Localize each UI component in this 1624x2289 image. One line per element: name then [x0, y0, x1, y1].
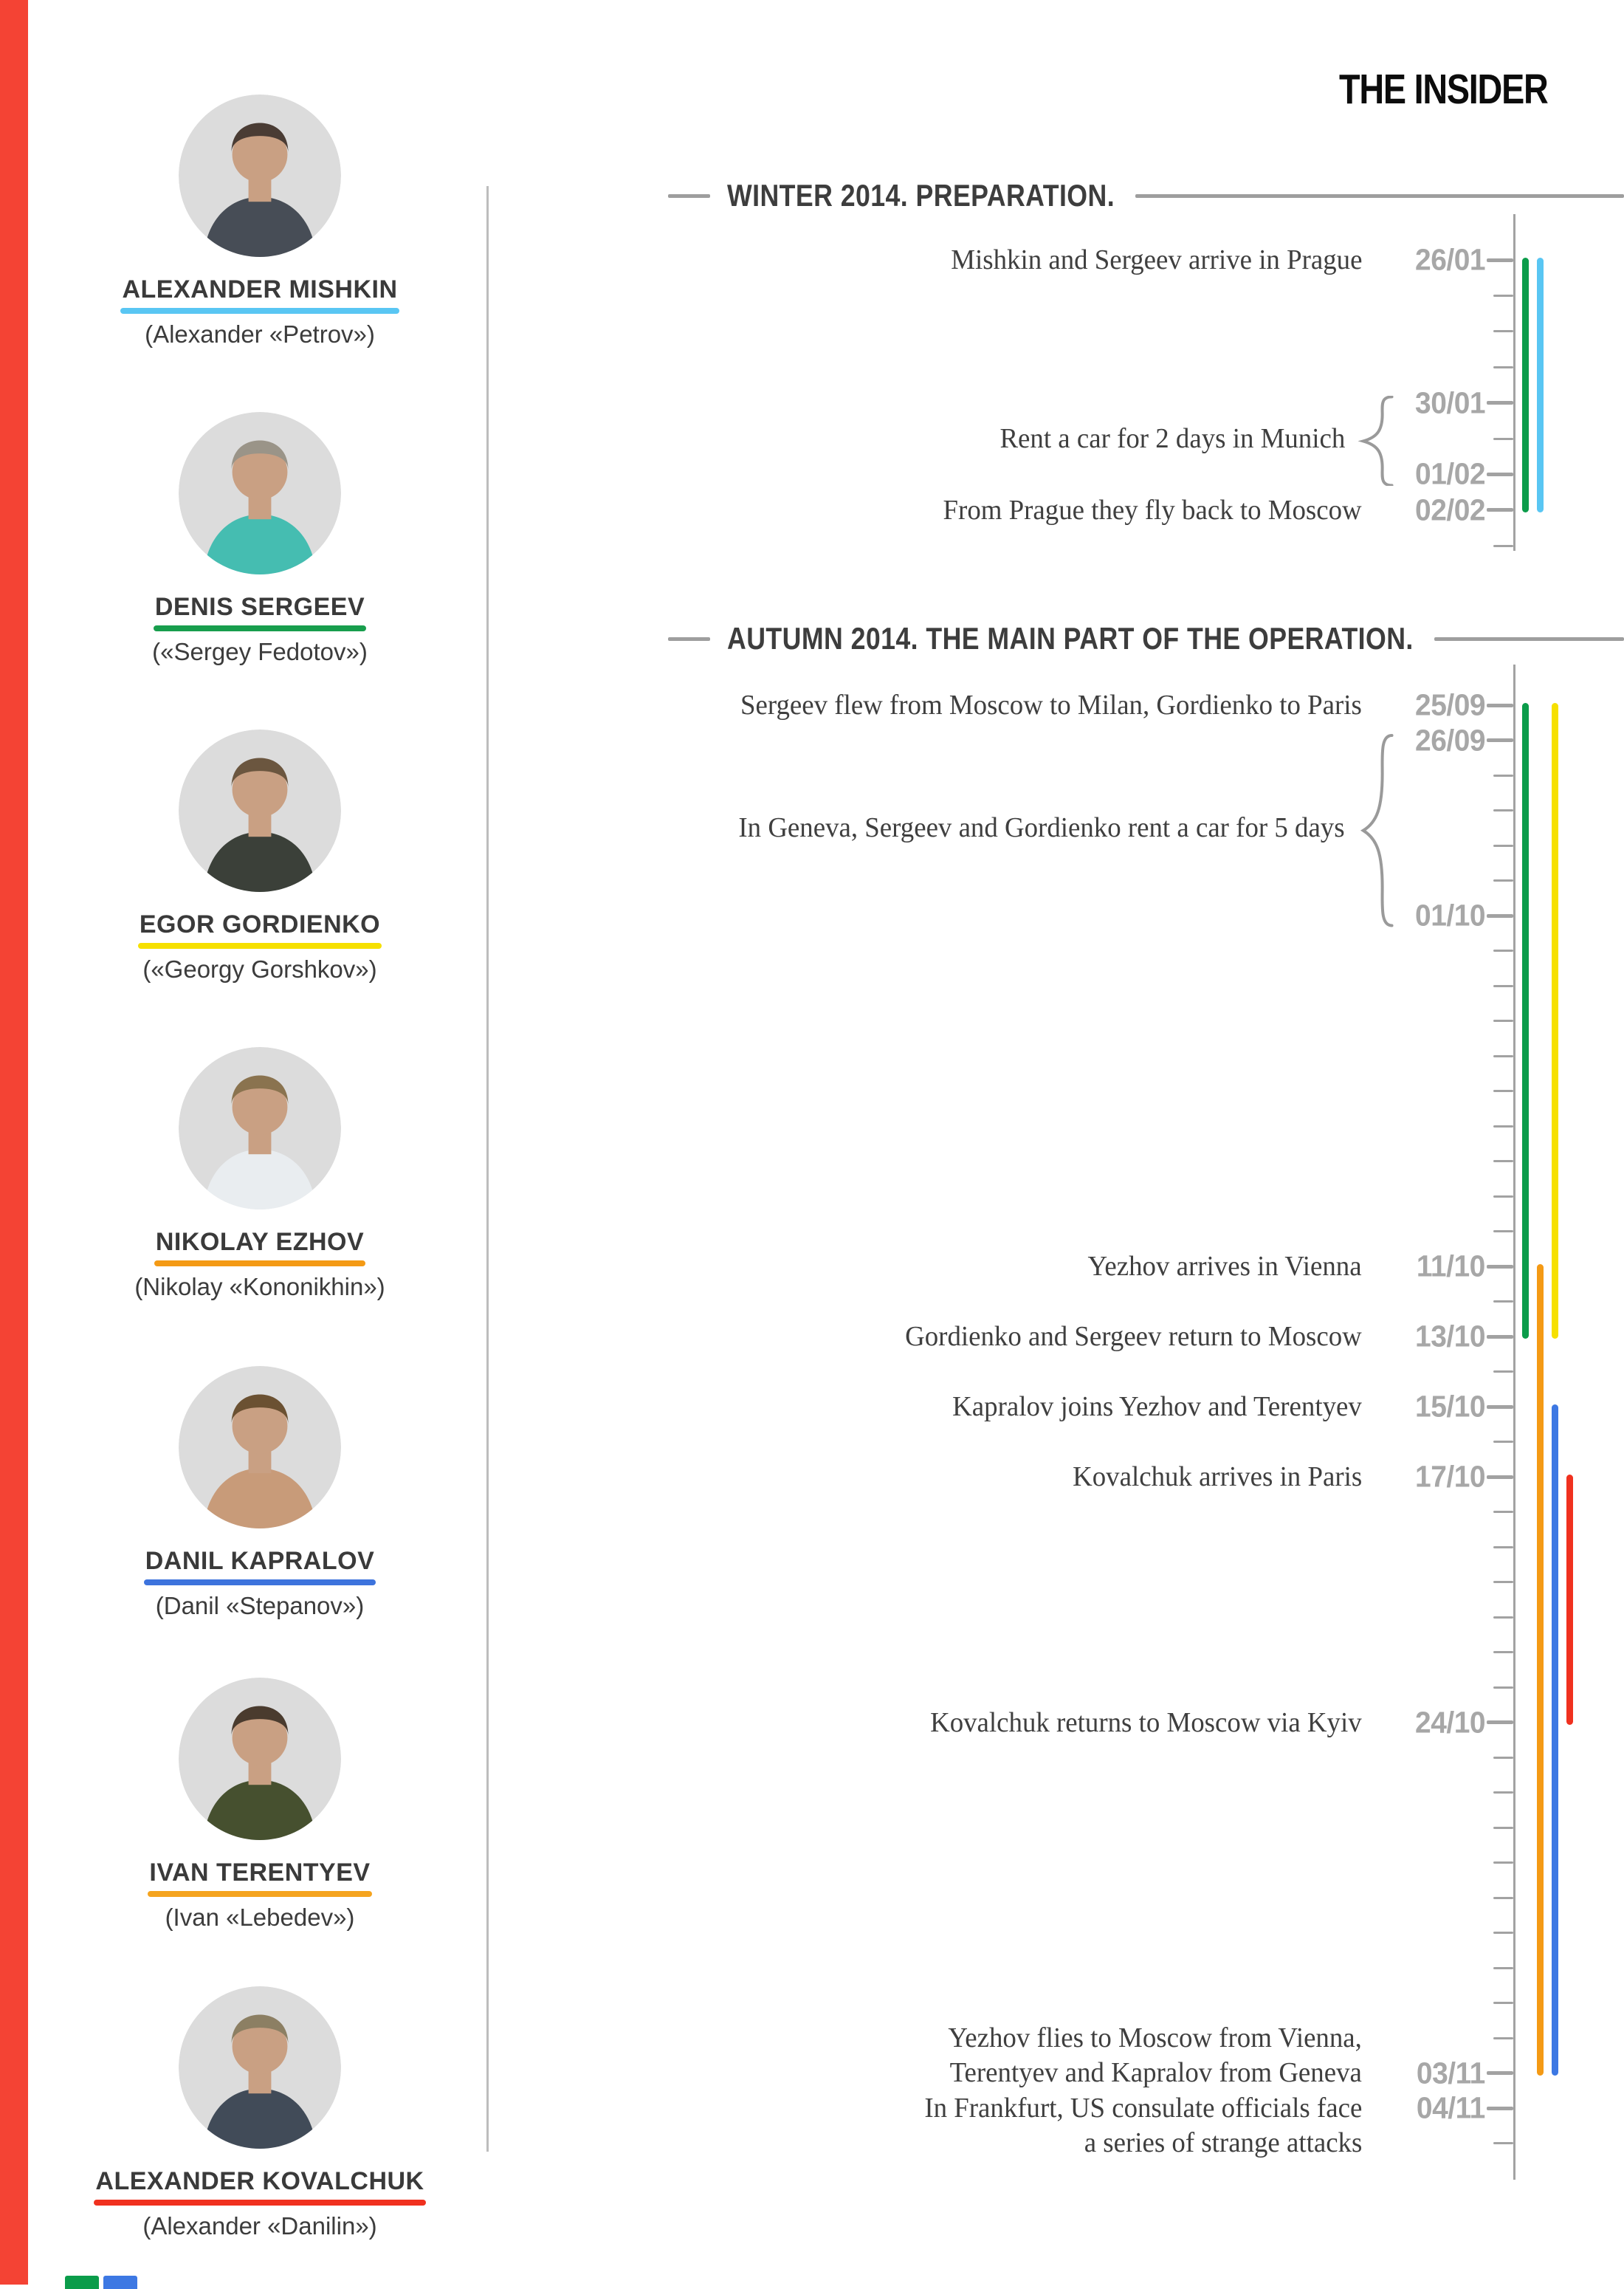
date-tick-major: [1487, 473, 1513, 476]
timeline-event: Kapralov joins Yezhov and Terentyev: [952, 1391, 1362, 1422]
date-tick-minor: [1493, 1300, 1513, 1303]
date-tick-minor: [1493, 1230, 1513, 1232]
person-name: DENIS SERGEEV: [154, 593, 365, 621]
timeline-event-multiline: [924, 2091, 1362, 2161]
date-tick-minor: [1493, 1757, 1513, 1759]
person-card: [68, 95, 452, 349]
person-color-underline: [120, 308, 399, 314]
portrait-photo: [179, 412, 341, 578]
date-tick-minor: [1493, 2037, 1513, 2039]
person-card: [68, 1366, 452, 1620]
date-tick-major: [1487, 738, 1513, 742]
date-tick-minor: [1493, 438, 1513, 440]
timeline-event: Yezhov arrives in Vienna: [1087, 1251, 1362, 1282]
date-tick-minor: [1493, 1827, 1513, 1829]
section-header-line: [1434, 637, 1624, 641]
date-tick-minor: [1493, 809, 1513, 811]
person-card: [68, 1047, 452, 1301]
person-card: [68, 412, 452, 666]
person-color-underline: [138, 943, 382, 949]
timeline-event: Kovalchuk arrives in Paris: [1072, 1461, 1362, 1492]
date-label: 13/10: [1414, 1319, 1485, 1353]
date-tick-major: [1487, 1405, 1513, 1409]
date-tick-minor: [1493, 775, 1513, 777]
date-tick-major: [1487, 2071, 1513, 2075]
timeline-bar-cyan: [1537, 258, 1544, 512]
date-tick-major: [1487, 401, 1513, 405]
person-name-block: [144, 1547, 376, 1585]
timeline-bar-green: [1522, 703, 1529, 1339]
date-tick-major: [1487, 1265, 1513, 1269]
date-tick-minor: [1493, 1441, 1513, 1443]
portrait-photo: [179, 1986, 341, 2152]
date-label: 02/02: [1414, 493, 1485, 527]
date-tick-minor: [1493, 1861, 1513, 1864]
date-label: 25/09: [1414, 687, 1485, 722]
left-accent-bar: [0, 0, 28, 2285]
date-tick-major: [1487, 1335, 1513, 1339]
person-alias: («Sergey Fedotov»): [152, 638, 368, 665]
person-alias: (Alexander «Petrov»): [145, 320, 375, 348]
date-tick-minor: [1493, 1370, 1513, 1373]
person-name: DANIL KAPRALOV: [145, 1547, 375, 1575]
date-tick-minor: [1493, 1581, 1513, 1583]
footer-strip-segment: [103, 2276, 137, 2289]
person-alias: (Danil «Stepanov»): [155, 1592, 365, 1619]
person-card: [68, 1986, 452, 2240]
section-title: AUTUMN 2014. THE MAIN PART OF THE OPERATION.: [727, 621, 1414, 656]
date-tick-minor: [1493, 1090, 1513, 1092]
date-label: 26/09: [1414, 723, 1485, 757]
date-tick-minor: [1493, 1686, 1513, 1689]
event-line: Terentyev and Kapralov from Geneva: [949, 2057, 1362, 2088]
date-tick-minor: [1493, 845, 1513, 847]
date-tick-major: [1487, 508, 1513, 512]
person-name-block: [94, 2167, 425, 2206]
date-label: 30/01: [1414, 385, 1485, 420]
portrait-photo: [179, 95, 341, 261]
event-brace: [1355, 396, 1397, 487]
person-card: [68, 1678, 452, 1932]
person-name-block: [138, 910, 382, 949]
date-tick-minor: [1493, 950, 1513, 952]
person-name-block: [148, 1859, 371, 1897]
date-tick-minor: [1493, 1967, 1513, 1969]
timeline-event-multiline: [948, 2021, 1362, 2090]
timeline-bar-orange: [1537, 1264, 1544, 2076]
date-tick-major: [1487, 914, 1513, 918]
person-color-underline: [148, 1891, 371, 1897]
section-header-dash: [668, 194, 710, 198]
date-tick-minor: [1493, 1055, 1513, 1057]
person-alias: (Ivan «Lebedev»): [165, 1904, 355, 1931]
section-title: WINTER 2014. PREPARATION.: [727, 178, 1115, 213]
person-color-underline: [94, 2200, 425, 2206]
date-tick-minor: [1493, 295, 1513, 297]
timeline-event: Kovalchuk returns to Moscow via Kyiv: [930, 1706, 1362, 1738]
person-name: EGOR GORDIENKO: [139, 910, 381, 938]
date-tick-minor: [1493, 366, 1513, 368]
date-tick-minor: [1493, 330, 1513, 332]
timeline-bar-green: [1522, 258, 1529, 512]
event-line: a series of strange attacks: [1084, 2127, 1362, 2158]
person-alias: («Georgy Gorshkov»): [142, 955, 377, 983]
person-color-underline: [154, 1260, 365, 1266]
timeline-event: Mishkin and Sergeev arrive in Prague: [950, 244, 1362, 275]
event-line: Yezhov flies to Moscow from Vienna,: [948, 2022, 1362, 2053]
date-label: 04/11: [1417, 2090, 1485, 2125]
date-tick-minor: [1493, 1616, 1513, 1619]
date-tick-major: [1487, 258, 1513, 262]
date-tick-minor: [1493, 1791, 1513, 1794]
timeline-axis: [1513, 665, 1515, 2180]
person-alias: (Nikolay «Kononikhin»): [134, 1273, 385, 1300]
portrait-photo: [179, 1678, 341, 1844]
timeline-event: From Prague they fly back to Moscow: [943, 494, 1362, 526]
timeline-event: Gordienko and Sergeev return to Moscow: [905, 1321, 1362, 1352]
date-tick-minor: [1493, 2142, 1513, 2144]
timeline-axis: [1513, 214, 1515, 551]
date-label: 15/10: [1414, 1389, 1485, 1424]
person-card: [68, 730, 452, 984]
date-tick-minor: [1493, 1020, 1513, 1022]
person-name-block: [154, 593, 366, 631]
person-name: ALEXANDER KOVALCHUK: [95, 2167, 424, 2195]
timeline-bar-yellow: [1552, 703, 1558, 1339]
section-header-line: [1135, 194, 1624, 198]
timeline-event: Rent a car for 2 days in Munich: [999, 423, 1345, 454]
date-tick-minor: [1493, 1125, 1513, 1128]
date-label: 26/01: [1414, 242, 1485, 277]
date-tick-major: [1487, 704, 1513, 707]
date-tick-minor: [1493, 1546, 1513, 1548]
date-tick-major: [1487, 1475, 1513, 1479]
portrait-photo: [179, 1366, 341, 1532]
portrait-photo: [179, 730, 341, 896]
person-name: IVAN TERENTYEV: [149, 1859, 371, 1887]
date-label: 01/10: [1414, 898, 1485, 933]
date-tick-major: [1487, 2107, 1513, 2110]
date-tick-minor: [1493, 985, 1513, 987]
person-name-block: [120, 275, 399, 314]
date-tick-minor: [1493, 1160, 1513, 1162]
event-brace: [1355, 733, 1397, 928]
event-line: In Frankfurt, US consulate officials face: [924, 2093, 1362, 2124]
section-header-dash: [668, 637, 710, 641]
date-tick-minor: [1493, 1195, 1513, 1198]
date-tick-minor: [1493, 545, 1513, 547]
date-tick-minor: [1493, 1932, 1513, 1934]
timeline-bar-blue: [1552, 1404, 1558, 2076]
date-label: 11/10: [1417, 1249, 1485, 1283]
timeline-event: In Geneva, Sergeev and Gordienko rent a car for 5 days: [738, 812, 1345, 844]
person-alias: (Alexander «Danilin»): [142, 2212, 377, 2240]
date-label: 01/02: [1414, 456, 1485, 491]
person-name-block: [154, 1228, 365, 1266]
date-label: 17/10: [1414, 1459, 1485, 1494]
date-tick-minor: [1493, 1511, 1513, 1513]
date-tick-major: [1487, 1720, 1513, 1724]
footer-strip-segment: [65, 2276, 99, 2289]
person-color-underline: [154, 625, 366, 631]
brand-logo: THE INSIDER: [1339, 66, 1548, 113]
date-label: 03/11: [1417, 2056, 1485, 2090]
date-tick-minor: [1493, 1897, 1513, 1899]
timeline-bar-red: [1566, 1475, 1573, 1725]
date-tick-minor: [1493, 879, 1513, 882]
person-name: ALEXANDER MISHKIN: [122, 275, 398, 303]
portrait-photo: [179, 1047, 341, 1213]
date-tick-minor: [1493, 1651, 1513, 1653]
date-label: 24/10: [1414, 1705, 1485, 1739]
timeline-event: Sergeev flew from Moscow to Milan, Gordienko to Paris: [740, 690, 1362, 721]
people-timeline-divider: [486, 186, 489, 2152]
date-tick-minor: [1493, 2002, 1513, 2004]
person-color-underline: [144, 1579, 376, 1585]
person-name: NIKOLAY EZHOV: [155, 1228, 365, 1256]
